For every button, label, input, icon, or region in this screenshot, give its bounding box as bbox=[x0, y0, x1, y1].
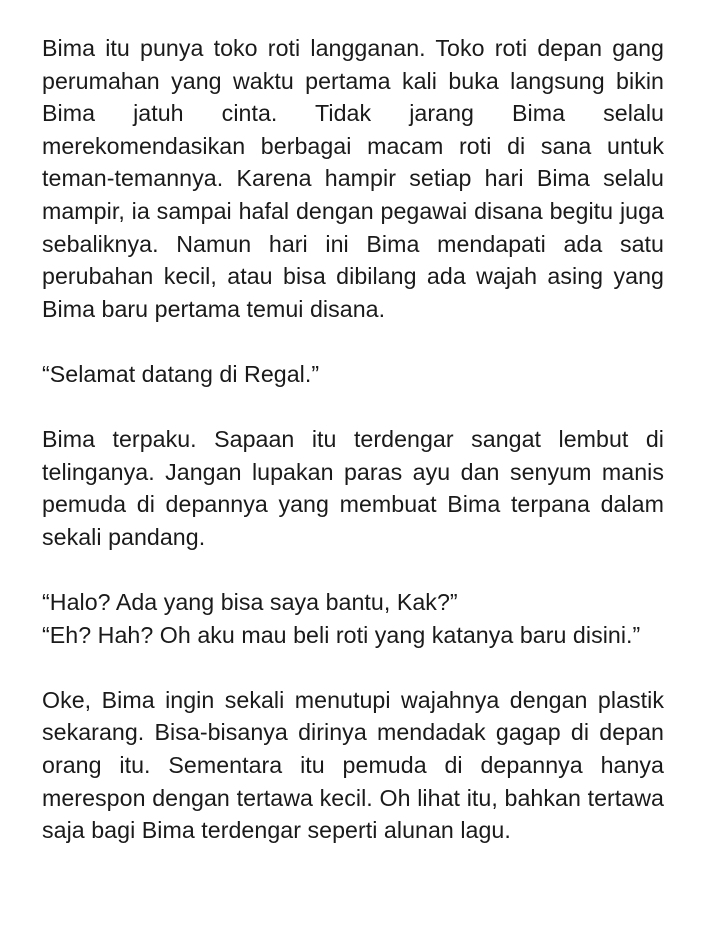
story-page bbox=[42, 32, 664, 847]
paragraph-1: Bima itu punya toko roti langganan. Toko roti depan gang perumahan yang waktu pertama kali buka langsung bikin Bima jatuh cinta. Tidak jarang Bima selalu merekomendasikan berbagai macam roti di sana untuk teman-temannya. Karena hampir setiap hari Bima selalu mampir, ia sampai hafal dengan pegawai disana begitu juga sebaliknya. Namun hari ini Bima mendapati ada satu perubahan kecil, atau bisa dibilang ada wajah asing yang Bima baru pertama temui disana. bbox=[42, 35, 664, 322]
dialogue-eh: “Eh? Hah? Oh aku mau beli roti yang katanya baru disini.” bbox=[42, 621, 641, 648]
dialogue-greeting: “Selamat datang di Regal.” bbox=[42, 360, 320, 387]
paragraph-3: Oke, Bima ingin sekali menutupi wajahnya dengan plastik sekarang. Bisa-bisanya dirinya mendadak gagap di depan orang itu. Sementara itu pemuda di depannya hanya merespon dengan tertawa kecil. Oh lihat itu, bahkan tertawa saja bagi Bima terdengar seperti alunan lagu. bbox=[42, 686, 664, 844]
paragraph-2: Bima terpaku. Sapaan itu terdengar sangat lembut di telinganya. Jangan lupakan paras ayu dan senyum manis pemuda di depannya yang membuat Bima terpana dalam sekali pandang. bbox=[42, 426, 664, 550]
dialogue-halo: “Halo? Ada yang bisa saya bantu, Kak?” bbox=[42, 589, 458, 616]
